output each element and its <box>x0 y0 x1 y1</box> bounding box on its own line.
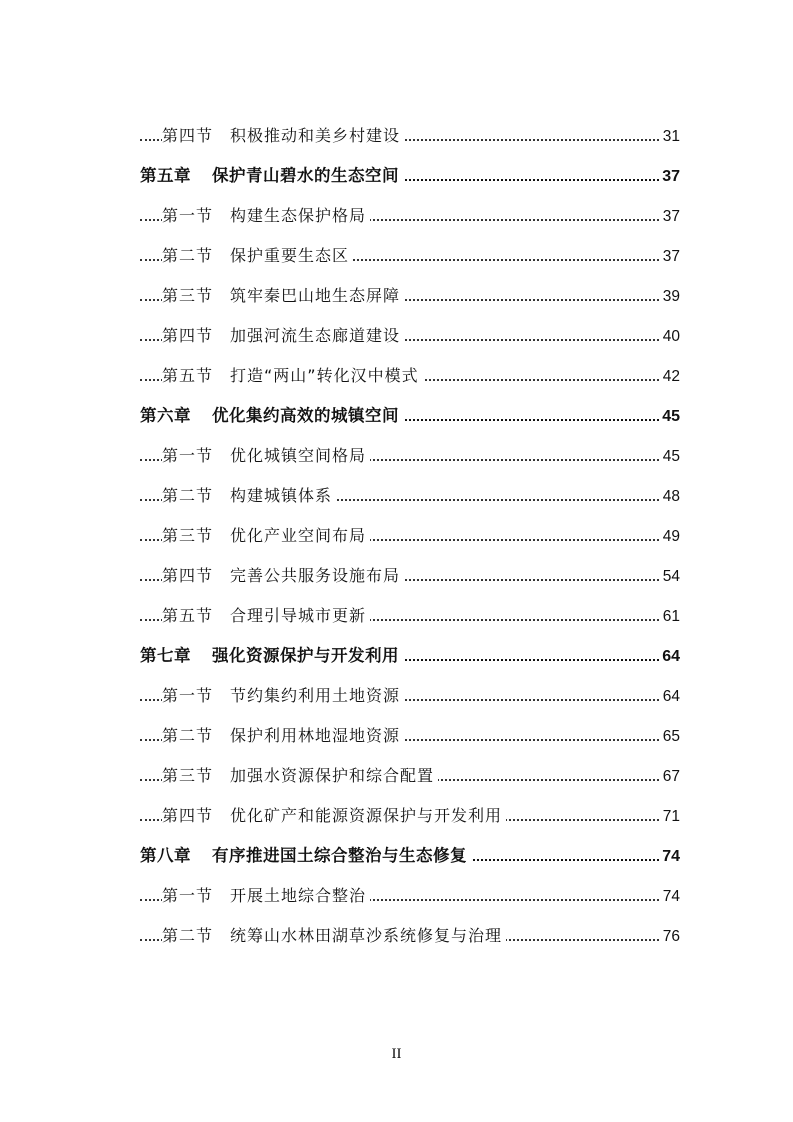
toc-entry-label <box>162 323 404 346</box>
toc-page-number: 39 <box>660 288 680 306</box>
section-number: 第二节 <box>162 726 214 745</box>
section-title: 加强河流生态廊道建设 <box>230 326 401 345</box>
toc-entry-label <box>162 883 370 906</box>
toc-page-number: 40 <box>660 328 680 346</box>
chapter-title: 优化集约高效的城镇空间 <box>212 406 399 425</box>
toc-page-number: 45 <box>660 448 680 466</box>
toc-page-number: 61 <box>660 608 680 626</box>
toc-section-entry[interactable] <box>0 760 793 790</box>
toc-entry-label <box>162 243 353 266</box>
section-title: 优化城镇空间格局 <box>230 446 367 465</box>
section-title: 打造“两山”转化汉中模式 <box>230 366 419 385</box>
section-number: 第二节 <box>162 486 214 505</box>
section-number: 第二节 <box>162 926 214 945</box>
toc-section-entry[interactable] <box>0 320 793 350</box>
toc-section-entry[interactable] <box>0 200 793 230</box>
toc-entry-label <box>140 162 403 186</box>
chapter-number: 第八章 <box>140 846 191 865</box>
section-title: 保护利用林地湿地资源 <box>230 726 401 745</box>
toc-page-number: 45 <box>659 408 680 426</box>
toc-entry-label <box>162 283 404 306</box>
section-title: 节约集约利用土地资源 <box>230 686 401 705</box>
toc-entry-label <box>162 123 404 146</box>
toc-page-number: 54 <box>660 568 680 586</box>
toc-page-number: 64 <box>659 648 680 666</box>
toc-page-number: 67 <box>660 768 680 786</box>
toc-section-entry[interactable] <box>0 120 793 150</box>
section-number: 第三节 <box>162 286 214 305</box>
section-number: 第一节 <box>162 886 214 905</box>
toc-section-entry[interactable] <box>0 440 793 470</box>
chapter-title: 强化资源保护与开发利用 <box>212 646 399 665</box>
toc-section-entry[interactable] <box>0 520 793 550</box>
section-title: 合理引导城市更新 <box>230 606 367 625</box>
toc-page-number: 48 <box>660 488 680 506</box>
section-title: 构建城镇体系 <box>230 486 333 505</box>
toc-section-entry[interactable] <box>0 480 793 510</box>
toc-section-entry[interactable] <box>0 560 793 590</box>
toc-chapter-entry[interactable] <box>0 840 793 870</box>
toc-page-number: 74 <box>659 848 680 866</box>
toc-entry-label <box>162 363 423 386</box>
section-title: 完善公共服务设施布局 <box>230 566 401 585</box>
section-title: 加强水资源保护和综合配置 <box>230 766 435 785</box>
section-title: 统筹山水林田湖草沙系统修复与治理 <box>230 926 503 945</box>
toc-page-number: 37 <box>660 208 680 226</box>
section-number: 第二节 <box>162 246 214 265</box>
section-title: 优化矿产和能源资源保护与开发利用 <box>230 806 503 825</box>
toc-page-number: 64 <box>660 688 680 706</box>
chapter-number: 第六章 <box>140 406 191 425</box>
section-number: 第三节 <box>162 526 214 545</box>
toc-entry-label <box>162 683 404 706</box>
section-number: 第三节 <box>162 766 214 785</box>
section-number: 第一节 <box>162 446 214 465</box>
section-title: 积极推动和美乡村建设 <box>230 126 401 145</box>
toc-page-number: 31 <box>660 128 680 146</box>
chapter-number: 第五章 <box>140 166 191 185</box>
toc-entry-label <box>162 763 438 786</box>
toc-entry-label <box>162 603 370 626</box>
toc-section-entry[interactable] <box>0 800 793 830</box>
toc-entry-label <box>162 483 336 506</box>
section-title: 保护重要生态区 <box>230 246 350 265</box>
toc-section-entry[interactable] <box>0 280 793 310</box>
toc-entry-label <box>140 842 471 866</box>
chapter-number: 第七章 <box>140 646 191 665</box>
toc-page-number: 42 <box>660 368 680 386</box>
section-title: 构建生态保护格局 <box>230 206 367 225</box>
toc-page-number: 71 <box>660 808 680 826</box>
section-title: 筑牢秦巴山地生态屏障 <box>230 286 401 305</box>
toc-entry-label <box>162 723 404 746</box>
toc-chapter-entry[interactable] <box>0 400 793 430</box>
toc-section-entry[interactable] <box>0 720 793 750</box>
chapter-title: 保护青山碧水的生态空间 <box>212 166 399 185</box>
section-number: 第四节 <box>162 806 214 825</box>
toc-section-entry[interactable] <box>0 880 793 910</box>
section-title: 开展土地综合整治 <box>230 886 367 905</box>
toc-entry-label <box>140 402 403 426</box>
section-number: 第一节 <box>162 686 214 705</box>
toc-entry-label <box>162 523 370 546</box>
toc-section-entry[interactable] <box>0 360 793 390</box>
toc-section-entry[interactable] <box>0 600 793 630</box>
toc-section-entry[interactable] <box>0 240 793 270</box>
toc-entry-label <box>162 803 506 826</box>
toc-chapter-entry[interactable] <box>0 160 793 190</box>
chapter-title: 有序推进国土综合整治与生态修复 <box>212 846 467 865</box>
toc-entry-label <box>162 923 506 946</box>
section-number: 第四节 <box>162 566 214 585</box>
toc-entry-label <box>162 563 404 586</box>
toc-page-number: 37 <box>659 168 680 186</box>
section-number: 第一节 <box>162 206 214 225</box>
toc-chapter-entry[interactable] <box>0 640 793 670</box>
toc-page-number: 76 <box>660 928 680 946</box>
toc-entry-label <box>162 203 370 226</box>
toc-entry-label <box>140 642 403 666</box>
section-number: 第四节 <box>162 126 214 145</box>
section-title: 优化产业空间布局 <box>230 526 367 545</box>
toc-page-number: 65 <box>660 728 680 746</box>
section-number: 第五节 <box>162 606 214 625</box>
toc-section-entry[interactable] <box>0 920 793 950</box>
toc-page-number: 37 <box>660 248 680 266</box>
section-number: 第五节 <box>162 366 214 385</box>
toc-page-number: 49 <box>660 528 680 546</box>
page-footer-number: II <box>391 1046 402 1062</box>
toc-entry-label <box>162 443 370 466</box>
section-number: 第四节 <box>162 326 214 345</box>
toc-page-number: 74 <box>660 888 680 906</box>
toc-section-entry[interactable] <box>0 680 793 710</box>
